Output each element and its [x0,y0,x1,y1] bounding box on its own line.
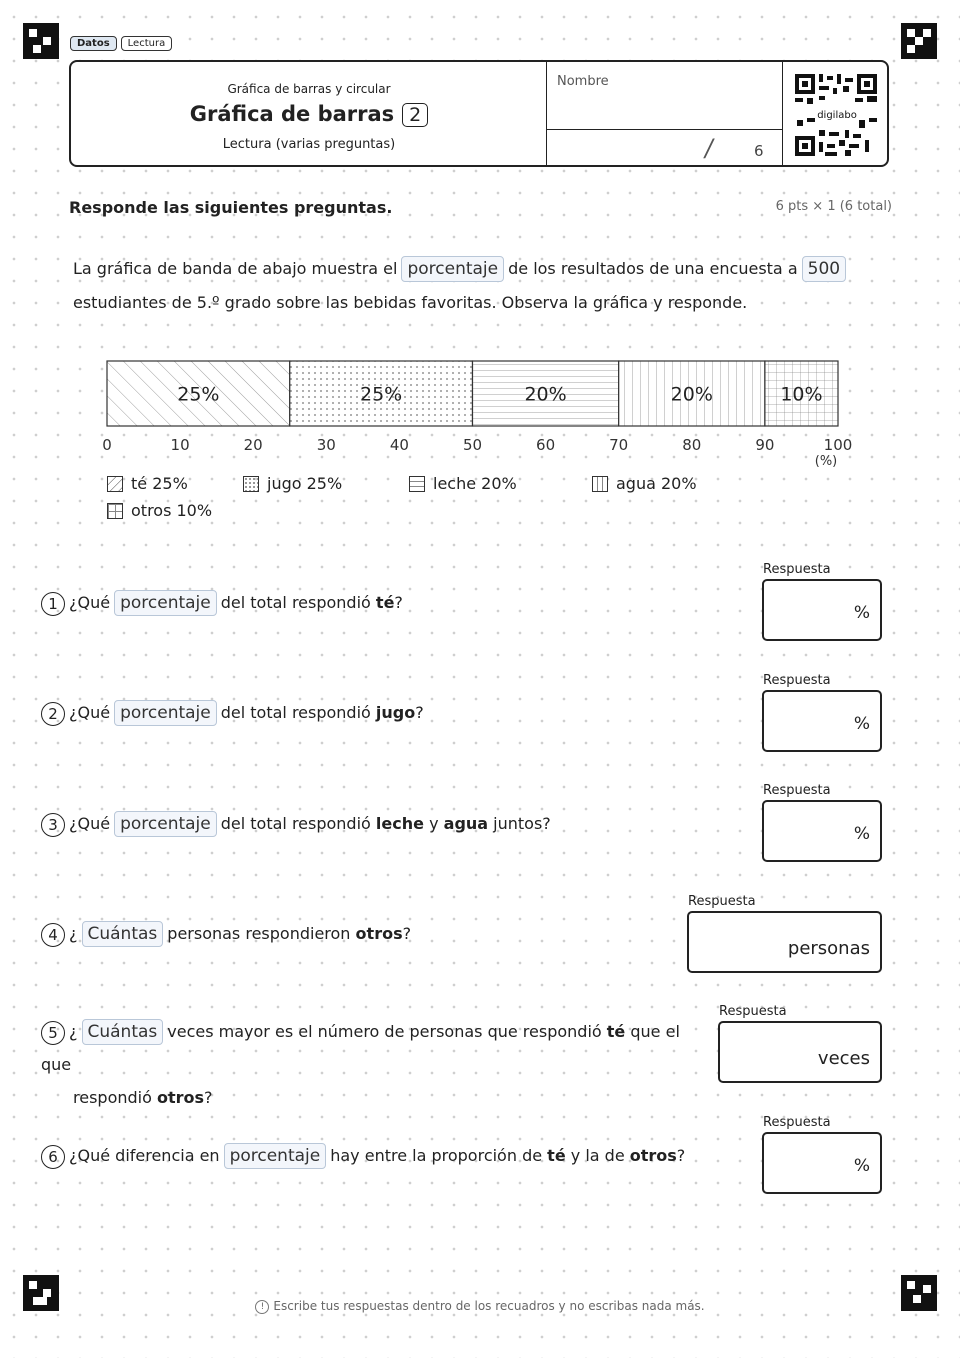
question-text: ¿ [69,1022,78,1041]
legend-item-agua [592,474,697,493]
answer-unit: % [853,603,870,623]
question-2 [41,696,424,729]
worksheet-header [69,60,889,167]
question-text: ? [204,1088,213,1107]
data-label: 20% [670,383,713,406]
question-bold: otros [156,1088,205,1107]
intro-part2: de los resultados de una encuesta a [508,259,798,278]
question-text: que el que [41,1022,680,1074]
corner-marker-top-left [23,23,59,59]
x-tick-label: 80 [682,436,702,454]
x-tick-label: 40 [389,436,409,454]
answer-box-1[interactable] [762,579,882,641]
question-5 [41,1015,701,1114]
answer-label: Respuesta [719,1004,787,1019]
intro-part1: La gráfica de banda de abajo muestra el [73,259,398,278]
question-number: 5 [41,1021,65,1045]
header-title-block [71,62,547,165]
question-text: y la de [570,1146,625,1165]
score-total: 6 [754,142,764,160]
question-text: ¿ [69,924,78,943]
legend-swatch-horizontal [409,476,425,492]
legend-item-leche [409,474,517,493]
legend-label: otros 10% [131,501,213,520]
answer-box-2[interactable] [762,690,882,752]
question-bold: té [375,593,395,612]
question-text: y [429,814,439,833]
x-tick-label: 30 [316,436,336,454]
tag-lectura[interactable]: Lectura [121,36,173,51]
x-tick-label: 50 [462,436,483,454]
x-tick-label: 100 [823,436,853,454]
band-chart [0,340,960,480]
header-subtitle: Gráfica de barras y circular [227,82,391,96]
legend-swatch-grid [107,503,123,519]
question-bold: té [547,1146,566,1165]
answer-box-3[interactable] [762,800,882,862]
legend-swatch-dots [243,476,259,492]
question-3 [41,807,551,840]
question-bold: leche [375,814,424,833]
footer-note [0,1299,960,1314]
question-text: ? [415,703,424,722]
legend-label: jugo 25% [267,474,343,493]
x-tick-label: 20 [243,436,263,454]
question-text: del total respondió [220,593,371,612]
question-text: juntos? [493,814,551,833]
question-text: ? [394,593,403,612]
legend-item-otros [107,501,212,520]
answer-box-6[interactable] [762,1132,882,1194]
legend-swatch-vertical [592,476,608,492]
keyword-500: 500 [802,256,846,282]
question-bold: jugo [375,703,416,722]
data-label: 10% [780,383,823,406]
data-label: 20% [524,383,567,406]
intro-text [73,252,853,320]
intro-part3: estudiantes de 5.º grado sobre las bebidas favoritas. Observa la gráfica y responde. [73,293,748,312]
question-bold: otros [629,1146,677,1165]
x-tick-label: 0 [102,436,112,454]
name-divider [547,129,782,130]
question-text: respondió [73,1088,152,1107]
x-axis-unit: (%) [814,454,838,469]
question-bold: té [606,1022,626,1041]
answer-label: Respuesta [763,562,831,577]
category-tags [70,36,172,51]
question-bold: otros [355,924,403,943]
legend-item-jugo [243,474,342,493]
legend-swatch-diagonal [107,476,123,492]
answer-unit: % [853,824,870,844]
question-number: 3 [41,813,65,837]
question-1 [41,586,403,619]
question-text: ¿Qué diferencia en [69,1146,220,1165]
question-number: 2 [41,702,65,726]
question-text: del total respondió [220,703,371,722]
legend-label: té 25% [131,474,188,493]
question-text: ? [676,1146,686,1165]
answer-label: Respuesta [763,673,831,688]
keyword-porcentaje: porcentaje [114,700,217,726]
answer-box-4[interactable] [687,911,882,973]
answer-unit: % [853,714,870,734]
answer-box-5[interactable] [718,1021,882,1083]
page-title-text: Gráfica de barras [189,102,395,126]
keyword-porcentaje: porcentaje [224,1143,327,1169]
keyword-porcentaje: porcentaje [401,256,504,282]
instructions: Responde las siguientes preguntas. [69,198,393,217]
answer-unit: personas [787,938,870,959]
keyword-cuantas: Cuántas [82,1019,164,1045]
x-tick-label: 90 [755,436,775,454]
keyword-porcentaje: porcentaje [114,590,217,616]
question-text: personas respondieron [167,924,351,943]
tag-datos[interactable]: Datos [70,36,117,51]
page-title [71,102,547,127]
answer-unit: veces [817,1048,870,1069]
question-4 [41,917,411,950]
legend-label: leche 20% [433,474,517,493]
question-bold: agua [443,814,489,833]
qr-code [795,74,877,156]
question-6 [41,1139,685,1172]
question-text: veces mayor es el número de personas que respondió [167,1022,602,1041]
data-label: 25% [177,383,220,406]
question-text: del total respondió [220,814,371,833]
question-number: 4 [41,923,65,947]
answer-label: Respuesta [688,894,756,909]
keyword-cuantas: Cuántas [82,921,164,947]
points-info: 6 pts × 1 (6 total) [775,199,892,214]
footer-text: Escribe tus respuestas dentro de los recuadros y no escribas nada más. [273,1299,705,1313]
corner-marker-top-right [901,23,937,59]
answer-label: Respuesta [763,1115,831,1130]
question-text: ¿Qué [69,593,111,612]
info-icon: ! [255,1300,269,1314]
data-label: 25% [360,383,403,406]
name-label: Nombre [557,74,609,89]
score-slash: / [702,134,716,162]
legend-label: agua 20% [616,474,697,493]
name-score-block [546,62,783,165]
keyword-porcentaje: porcentaje [114,811,217,837]
header-description: Lectura (varias preguntas) [222,137,396,152]
question-number: 1 [41,592,65,616]
question-text: ¿Qué [69,703,111,722]
question-text: ? [402,924,412,943]
answer-label: Respuesta [763,783,831,798]
legend-item-te [107,474,188,493]
question-text: hay entre la proporción de [330,1146,543,1165]
question-number: 6 [41,1145,65,1169]
answer-unit: % [853,1156,870,1176]
question-text: ¿Qué [69,814,111,833]
x-tick-label: 10 [170,436,190,454]
worksheet-number: 2 [402,103,428,127]
x-tick-label: 70 [609,436,629,454]
x-tick-label: 60 [536,436,556,454]
qr-label: digilabo [817,110,857,121]
